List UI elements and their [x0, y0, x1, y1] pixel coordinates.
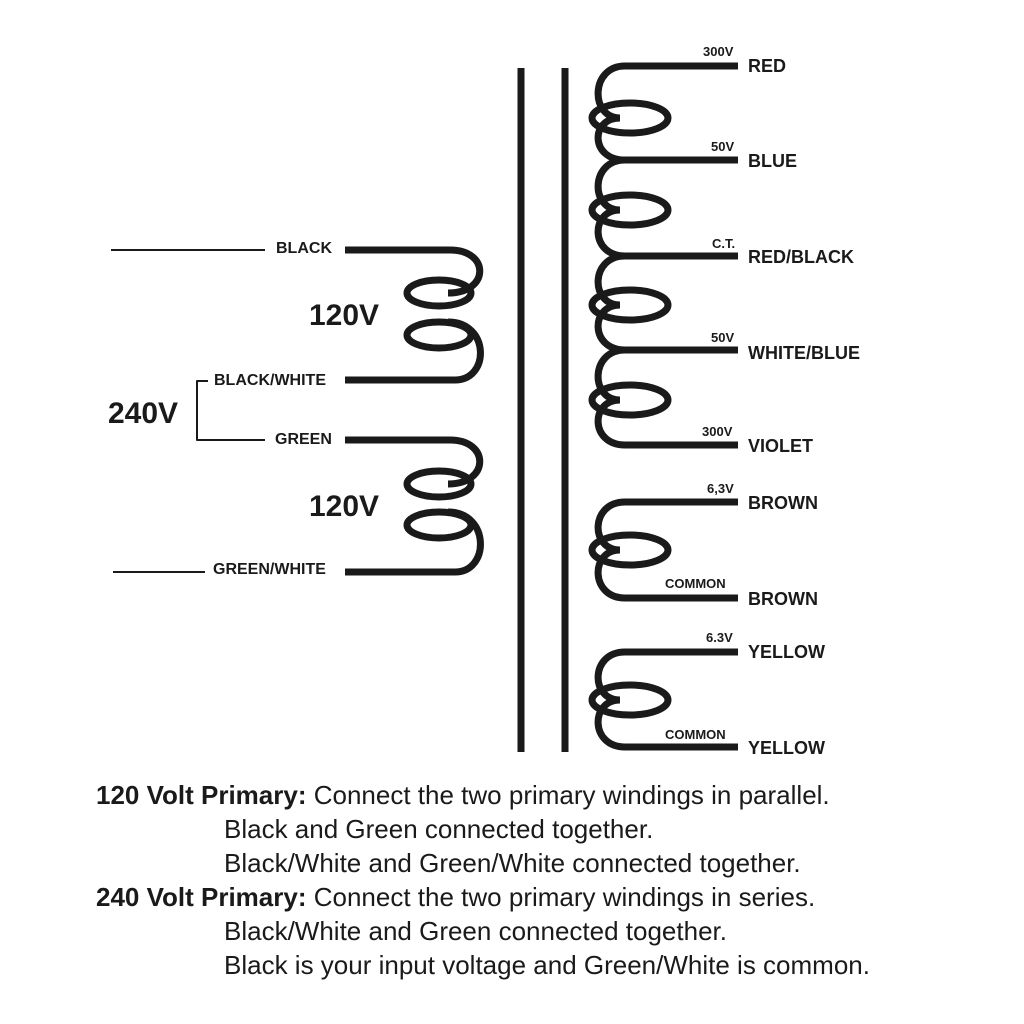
note-240v-line3: Black is your input voltage and Green/White is common. — [224, 950, 870, 980]
note-120v-line2: Black and Green connected together. — [224, 814, 654, 844]
tap-label: 6.3V — [706, 630, 733, 645]
wire-label-blue: BLUE — [748, 151, 797, 171]
tap-label-common: COMMON — [665, 727, 726, 742]
winding2-voltage-label: 120V — [309, 490, 380, 523]
wire-label-brown: BROWN — [748, 589, 818, 609]
wire-label-green-white: GREEN/WHITE — [213, 561, 326, 578]
note-120v-text: Connect the two primary windings in parallel. — [306, 780, 830, 810]
series-bracket — [197, 381, 265, 440]
tap-label-center-tap: C.T. — [712, 236, 736, 251]
tap-label: 300V — [702, 424, 733, 439]
series-voltage-label: 240V — [108, 397, 179, 430]
tap-label: 50V — [711, 330, 735, 345]
wire-label-brown: BROWN — [748, 493, 818, 513]
note-240v-text: Connect the two primary windings in series. — [306, 882, 816, 912]
tap-label: 50V — [711, 139, 735, 154]
tap-label: 6,3V — [707, 481, 734, 496]
note-240v-heading: 240 Volt Primary: — [96, 882, 307, 912]
wire-label-red: RED — [748, 56, 787, 76]
hv-secondary-winding — [592, 66, 738, 445]
wire-label-black: BLACK — [276, 240, 332, 257]
note-240v-line2: Black/White and Green connected together. — [224, 916, 727, 946]
note-120v-heading: 120 Volt Primary: — [96, 780, 307, 810]
note-120v-line3: Black/White and Green/White connected together. — [224, 848, 801, 878]
winding1-voltage-label: 120V — [309, 299, 380, 332]
wire-label-black-white: BLACK/WHITE — [214, 372, 326, 389]
wire-label-green: GREEN — [275, 431, 332, 448]
note-240v-heading-line — [96, 880, 870, 914]
tap-label: 300V — [703, 44, 734, 59]
note-120v-heading-line — [96, 778, 870, 812]
wire-label-yellow: YELLOW — [748, 642, 825, 662]
wire-label-violet: VIOLET — [748, 436, 814, 456]
tap-label-common: COMMON — [665, 576, 726, 591]
wire-label-white-blue: WHITE/BLUE — [748, 343, 860, 363]
wiring-notes — [96, 778, 870, 982]
wire-label-red-black: RED/BLACK — [748, 247, 854, 267]
wire-label-yellow: YELLOW — [748, 738, 825, 758]
